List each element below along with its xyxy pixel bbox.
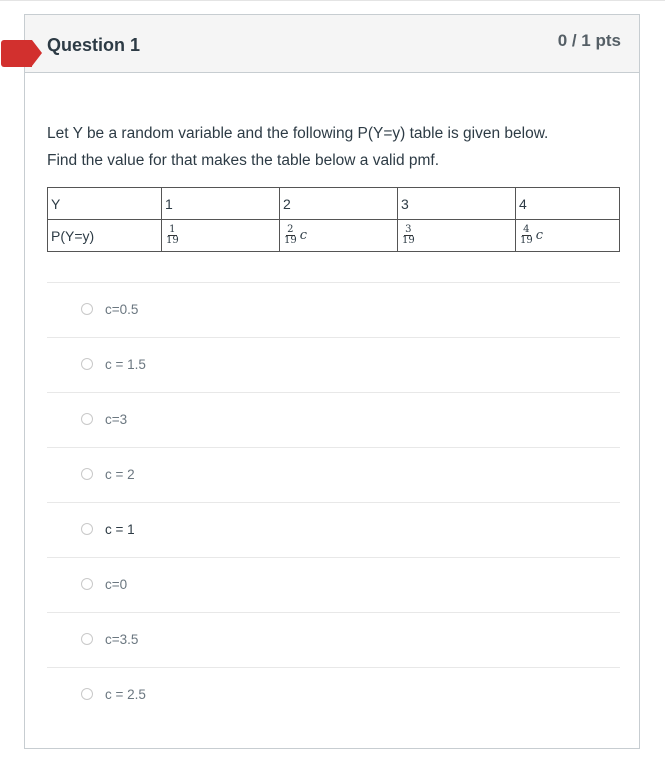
variable-c: c xyxy=(535,228,544,243)
radio-button[interactable] xyxy=(81,578,93,590)
fraction: $\frac{1}{19}$ xyxy=(166,224,179,246)
radio-button[interactable] xyxy=(81,688,93,700)
answer-option[interactable] xyxy=(47,337,620,392)
fraction: $\frac{2}{19}$ xyxy=(284,224,297,246)
answer-option[interactable] xyxy=(47,557,620,612)
answer-option[interactable] xyxy=(47,667,620,722)
radio-button[interactable] xyxy=(81,468,93,480)
table-cell: 1 xyxy=(162,188,280,220)
answer-label[interactable]: c = 1.5 xyxy=(105,357,146,372)
table-cell: P(Y=y) xyxy=(48,220,162,252)
question-title: Question 1 xyxy=(47,35,141,55)
radio-button[interactable] xyxy=(81,523,93,535)
question-text-line-2: Find the value for that makes the table below a valid pmf. xyxy=(47,152,440,169)
pmf-table xyxy=(47,187,620,252)
top-divider xyxy=(0,0,665,1)
radio-button[interactable] xyxy=(81,303,93,315)
table-cell xyxy=(516,220,620,252)
answer-label[interactable]: c = 2 xyxy=(105,467,135,482)
answer-label[interactable]: c=3 xyxy=(105,412,128,427)
answer-label[interactable]: c = 2.5 xyxy=(105,687,146,702)
answer-list xyxy=(47,282,620,722)
answer-option[interactable] xyxy=(47,502,620,557)
question-points: 0 / 1 pts xyxy=(557,31,621,50)
answer-label[interactable]: c=3.5 xyxy=(105,632,139,647)
answer-label[interactable]: c=0 xyxy=(105,577,128,592)
fraction: $\frac{3}{19}$ xyxy=(402,224,415,246)
table-cell: 4 xyxy=(516,188,620,220)
table-cell: 3 xyxy=(398,188,516,220)
answer-option[interactable] xyxy=(47,612,620,667)
radio-button[interactable] xyxy=(81,358,93,370)
table-cell: 2 xyxy=(280,188,398,220)
answer-label[interactable]: c = 1 xyxy=(105,522,135,537)
table-cell xyxy=(280,220,398,252)
answer-option[interactable] xyxy=(47,392,620,447)
table-cell xyxy=(398,220,516,252)
answer-label[interactable]: c=0.5 xyxy=(105,302,139,317)
table-row xyxy=(48,188,620,220)
fraction: $\frac{4}{19}$ xyxy=(520,224,533,246)
answer-option[interactable] xyxy=(47,282,620,337)
radio-button[interactable] xyxy=(81,633,93,645)
table-cell xyxy=(162,220,280,252)
question-header xyxy=(25,15,639,73)
table-cell: Y xyxy=(48,188,162,220)
table-row xyxy=(48,220,620,252)
answer-option[interactable] xyxy=(47,447,620,502)
question-card xyxy=(24,14,640,749)
question-text xyxy=(47,120,627,174)
question-text-line-1: Let Y be a random variable and the following P(Y=y) table is given below. xyxy=(47,125,549,142)
radio-button[interactable] xyxy=(81,413,93,425)
variable-c: c xyxy=(299,228,308,243)
